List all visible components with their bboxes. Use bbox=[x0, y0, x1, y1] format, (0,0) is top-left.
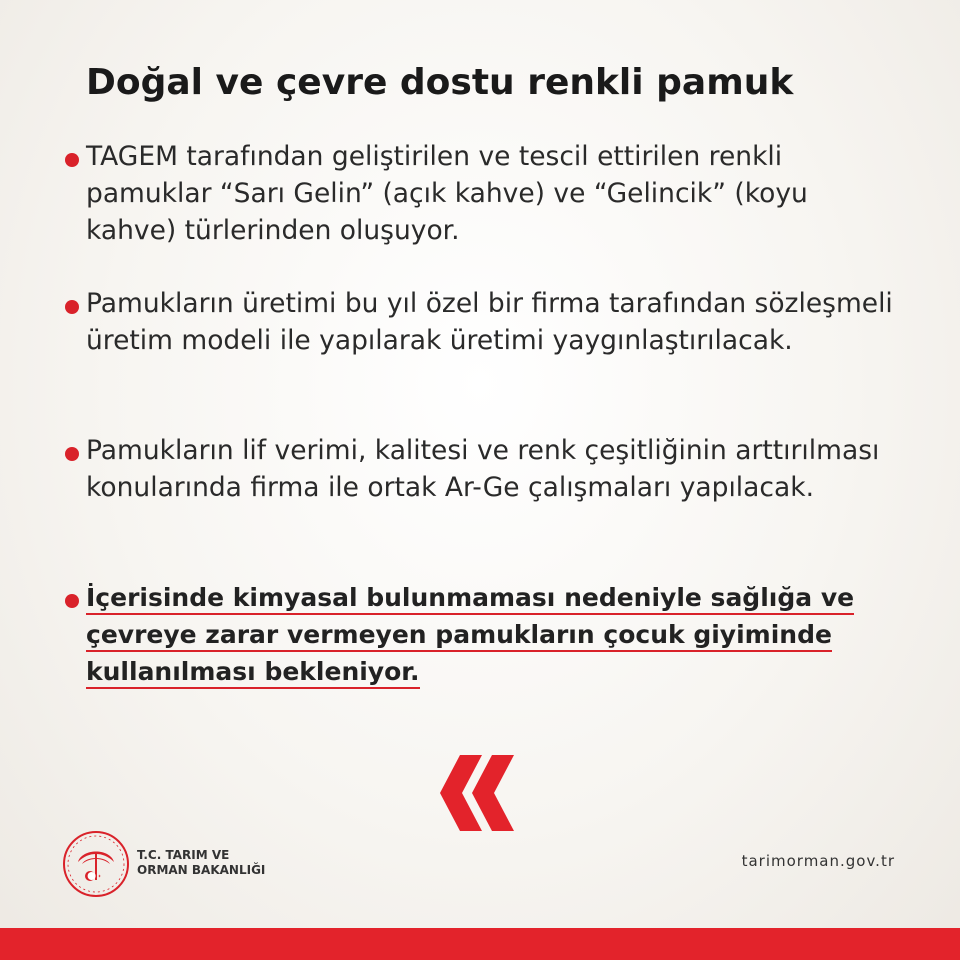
ministry-name-line2: ORMAN BAKANLIĞI bbox=[137, 863, 266, 877]
bullet-text: Pamukların lif verimi, kalitesi ve renk çeşitliğinin arttırılması konularında firma ile ortak Ar-Ge çalışmaları yapılacak. bbox=[86, 435, 880, 503]
bullet-item bbox=[65, 285, 905, 359]
bullet-text-highlighted bbox=[86, 579, 905, 690]
bullet-item-highlighted bbox=[65, 579, 905, 690]
red-dot-icon bbox=[65, 153, 79, 167]
red-dot-icon bbox=[65, 594, 79, 608]
red-dot-icon bbox=[65, 300, 79, 314]
footer-bar bbox=[0, 928, 960, 960]
ministry-name-line1: T.C. TARIM VE bbox=[137, 848, 230, 862]
red-dot-icon bbox=[65, 447, 79, 461]
bullet-text: TAGEM tarafından geliştirilen ve tescil ettirilen renkli pamuklar “Sarı Gelin” (açık kahve) ve “Gelincik” (koyu kahve) türlerinden oluşuyor. bbox=[86, 141, 808, 246]
bullet-item bbox=[65, 138, 905, 249]
bullet-item bbox=[65, 432, 905, 506]
bullet-text: Pamukların üretimi bu yıl özel bir firma tarafından sözleşmeli üretim modeli ile yapılarak üretimi yaygınlaştırılacak. bbox=[86, 288, 893, 356]
ministry-name bbox=[137, 848, 265, 878]
ministry-emblem-icon bbox=[62, 830, 130, 898]
underlined-text: İçerisinde kimyasal bulunmaması nedeniyle sağlığa ve çevreye zarar vermeyen pamukların çocuk giyiminde kullanılması bekleniyor. bbox=[86, 583, 854, 689]
double-chevron-left-icon bbox=[440, 755, 520, 835]
website-url: tarimorman.gov.tr bbox=[741, 852, 895, 870]
page-title: Doğal ve çevre dostu renkli pamuk bbox=[86, 62, 794, 103]
